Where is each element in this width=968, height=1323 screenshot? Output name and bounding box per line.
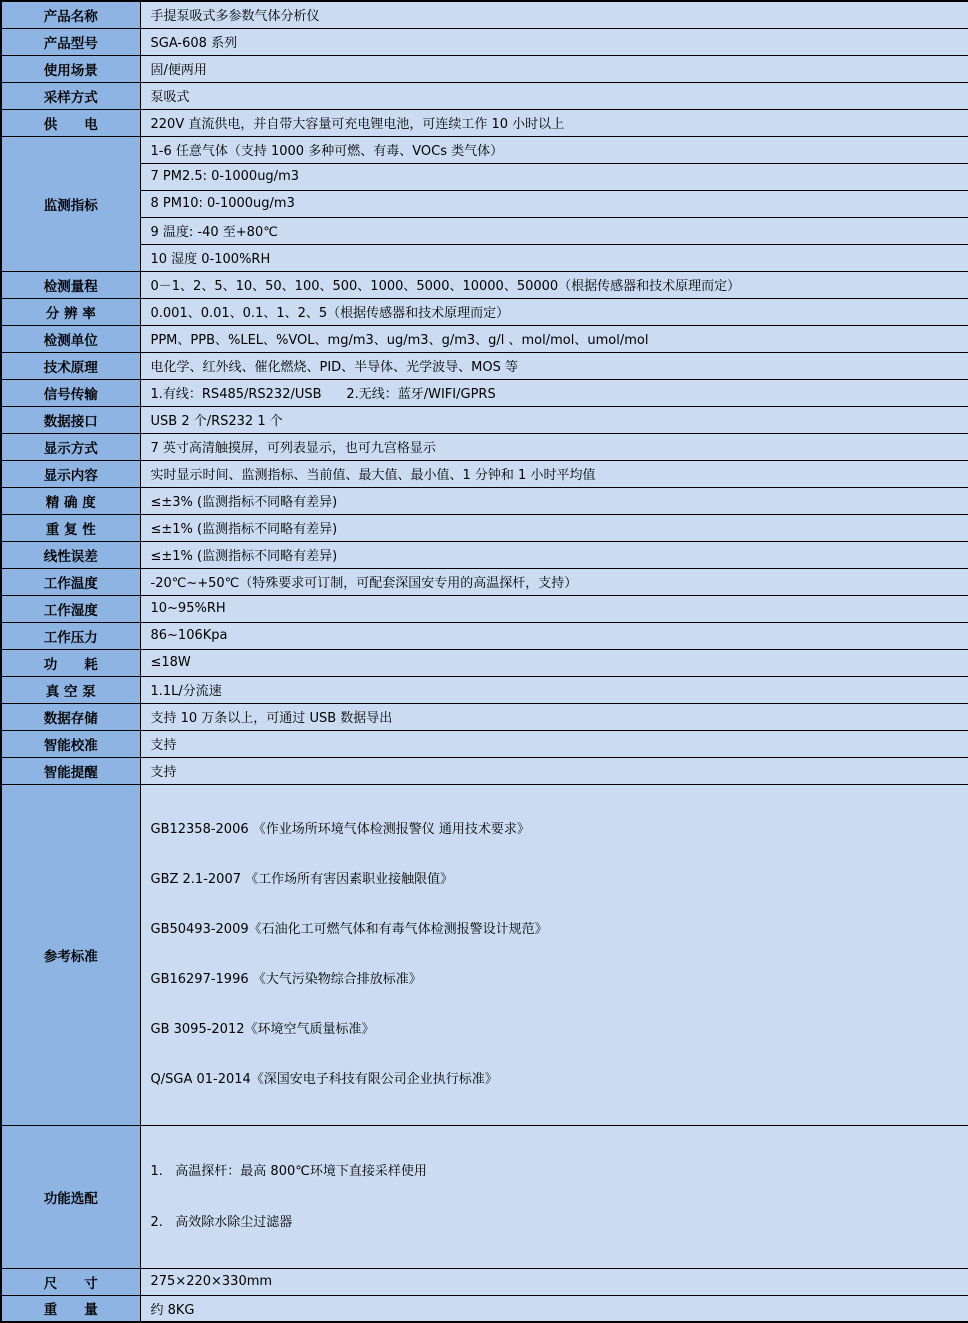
table-row [1, 217, 968, 244]
label-smart-reminder: 智能提醒 [1, 757, 140, 784]
table-row [1, 28, 968, 55]
standard-line: GBZ 2.1-2007 《工作场所有害因素职业接触限值》 [150, 871, 454, 887]
label-detection-units: 检测单位 [1, 325, 140, 352]
label-linearity-error: 线性误差 [1, 541, 140, 568]
table-row [1, 541, 968, 568]
label-technical-principle: 技术原理 [1, 352, 140, 379]
table-row [1, 1125, 968, 1268]
table-row [1, 55, 968, 82]
label-detection-range: 检测量程 [1, 271, 140, 298]
label-dimensions: 尺 寸 [1, 1268, 140, 1295]
table-row [1, 190, 968, 217]
value-accuracy: ≤±3% (监测指标不同略有差异) [140, 487, 968, 514]
value-smart-reminder: 支持 [140, 757, 968, 784]
optional-feature-line: 2. 高效除水除尘过滤器 [150, 1214, 293, 1230]
table-row [1, 1268, 968, 1295]
standard-line: GB50493-2009《石油化工可燃气体和有毒气体检测报警设计规范》 [150, 921, 548, 937]
label-product-model: 产品型号 [1, 28, 140, 55]
label-monitor-indicators: 监测指标 [1, 136, 140, 271]
table-row [1, 352, 968, 379]
table-row [1, 82, 968, 109]
label-display-mode: 显示方式 [1, 433, 140, 460]
value-monitor-indicator-4: 9 温度: -40 至+80℃ [140, 217, 968, 244]
label-optional-features: 功能选配 [1, 1125, 140, 1268]
value-linearity-error: ≤±1% (监测指标不同略有差异) [140, 541, 968, 568]
value-reference-standards [140, 784, 968, 1125]
value-monitor-indicator-2: 7 PM2.5: 0-1000ug/m3 [140, 163, 968, 190]
label-usage-scene: 使用场景 [1, 55, 140, 82]
label-working-pressure: 工作压力 [1, 622, 140, 649]
value-product-name: 手提泵吸式多参数气体分析仪 [140, 1, 968, 28]
value-display-content: 实时显示时间、监测指标、当前值、最大值、最小值、1 分钟和 1 小时平均值 [140, 460, 968, 487]
value-weight: 约 8KG [140, 1295, 968, 1322]
table-row [1, 514, 968, 541]
standard-line: GB12358-2006 《作业场所环境气体检测报警仪 通用技术要求》 [150, 821, 530, 837]
table-row [1, 1, 968, 28]
label-smart-calibration: 智能校准 [1, 730, 140, 757]
value-working-pressure: 86~106Kpa [140, 622, 968, 649]
standard-line: GB16297-1996 《大气污染物综合排放标准》 [150, 971, 422, 987]
label-signal-transmission: 信号传输 [1, 379, 140, 406]
table-row [1, 244, 968, 271]
label-working-temperature: 工作温度 [1, 568, 140, 595]
value-sampling-method: 泵吸式 [140, 82, 968, 109]
value-dimensions: 275×220×330mm [140, 1268, 968, 1295]
label-working-humidity: 工作湿度 [1, 595, 140, 622]
table-row [1, 595, 968, 622]
label-weight: 重 量 [1, 1295, 140, 1322]
table-row [1, 730, 968, 757]
table-row [1, 1295, 968, 1322]
table-row [1, 487, 968, 514]
label-sampling-method: 采样方式 [1, 82, 140, 109]
value-monitor-indicator-5: 10 湿度 0-100%RH [140, 244, 968, 271]
label-accuracy: 精 确 度 [1, 487, 140, 514]
label-power-consumption: 功 耗 [1, 649, 140, 676]
standard-line: GB 3095-2012《环境空气质量标准》 [150, 1021, 375, 1037]
label-reference-standards: 参考标准 [1, 784, 140, 1125]
value-display-mode: 7 英寸高清触摸屏，可列表显示，也可九宫格显示 [140, 433, 968, 460]
label-product-name: 产品名称 [1, 1, 140, 28]
value-monitor-indicator-3: 8 PM10: 0-1000ug/m3 [140, 190, 968, 217]
label-repeatability: 重 复 性 [1, 514, 140, 541]
table-row [1, 568, 968, 595]
table-row [1, 406, 968, 433]
table-row [1, 163, 968, 190]
label-data-interface: 数据接口 [1, 406, 140, 433]
table-row [1, 271, 968, 298]
value-resolution: 0.001、0.01、0.1、1、2、5（根据传感器和技术原理而定） [140, 298, 968, 325]
value-monitor-indicator-1: 1-6 任意气体（支持 1000 多种可燃、有毒、VOCs 类气体） [140, 136, 968, 163]
value-repeatability: ≤±1% (监测指标不同略有差异) [140, 514, 968, 541]
value-product-model: SGA-608 系列 [140, 28, 968, 55]
table-row [1, 460, 968, 487]
table-row [1, 325, 968, 352]
value-technical-principle: 电化学、红外线、催化燃烧、PID、半导体、光学波导、MOS 等 [140, 352, 968, 379]
value-detection-units: PPM、PPB、%LEL、%VOL、mg/m3、ug/m3、g/m3、g/l 、mol/mol、umol/mol [140, 325, 968, 352]
table-row [1, 622, 968, 649]
table-row [1, 703, 968, 730]
value-data-interface: USB 2 个/RS232 1 个 [140, 406, 968, 433]
value-working-temperature: -20℃~+50℃（特殊要求可订制，可配套深国安专用的高温探杆，支持） [140, 568, 968, 595]
table-row [1, 784, 968, 1125]
table-row [1, 298, 968, 325]
optional-feature-line: 1. 高温探杆：最高 800℃环境下直接采样使用 [150, 1163, 427, 1179]
value-power-supply: 220V 直流供电，并自带大容量可充电锂电池，可连续工作 10 小时以上 [140, 109, 968, 136]
value-smart-calibration: 支持 [140, 730, 968, 757]
table-row [1, 433, 968, 460]
value-data-storage: 支持 10 万条以上，可通过 USB 数据导出 [140, 703, 968, 730]
label-display-content: 显示内容 [1, 460, 140, 487]
label-power-supply: 供 电 [1, 109, 140, 136]
value-working-humidity: 10~95%RH [140, 595, 968, 622]
label-data-storage: 数据存储 [1, 703, 140, 730]
value-optional-features [140, 1125, 968, 1268]
table-row [1, 109, 968, 136]
value-detection-range: 0－1、2、5、10、50、100、500、1000、5000、10000、50000（根据传感器和技术原理而定） [140, 271, 968, 298]
label-vacuum-pump: 真 空 泵 [1, 676, 140, 703]
table-row [1, 136, 968, 163]
value-usage-scene: 固/便两用 [140, 55, 968, 82]
table-row [1, 379, 968, 406]
value-power-consumption: ≤18W [140, 649, 968, 676]
standard-line: Q/SGA 01-2014《深国安电子科技有限公司企业执行标准》 [150, 1071, 498, 1087]
table-row [1, 649, 968, 676]
value-signal-transmission: 1.有线：RS485/RS232/USB 2.无线：蓝牙/WIFI/GPRS [140, 379, 968, 406]
table-row [1, 757, 968, 784]
table-row [1, 676, 968, 703]
label-resolution: 分 辨 率 [1, 298, 140, 325]
value-vacuum-pump: 1.1L/分流速 [140, 676, 968, 703]
